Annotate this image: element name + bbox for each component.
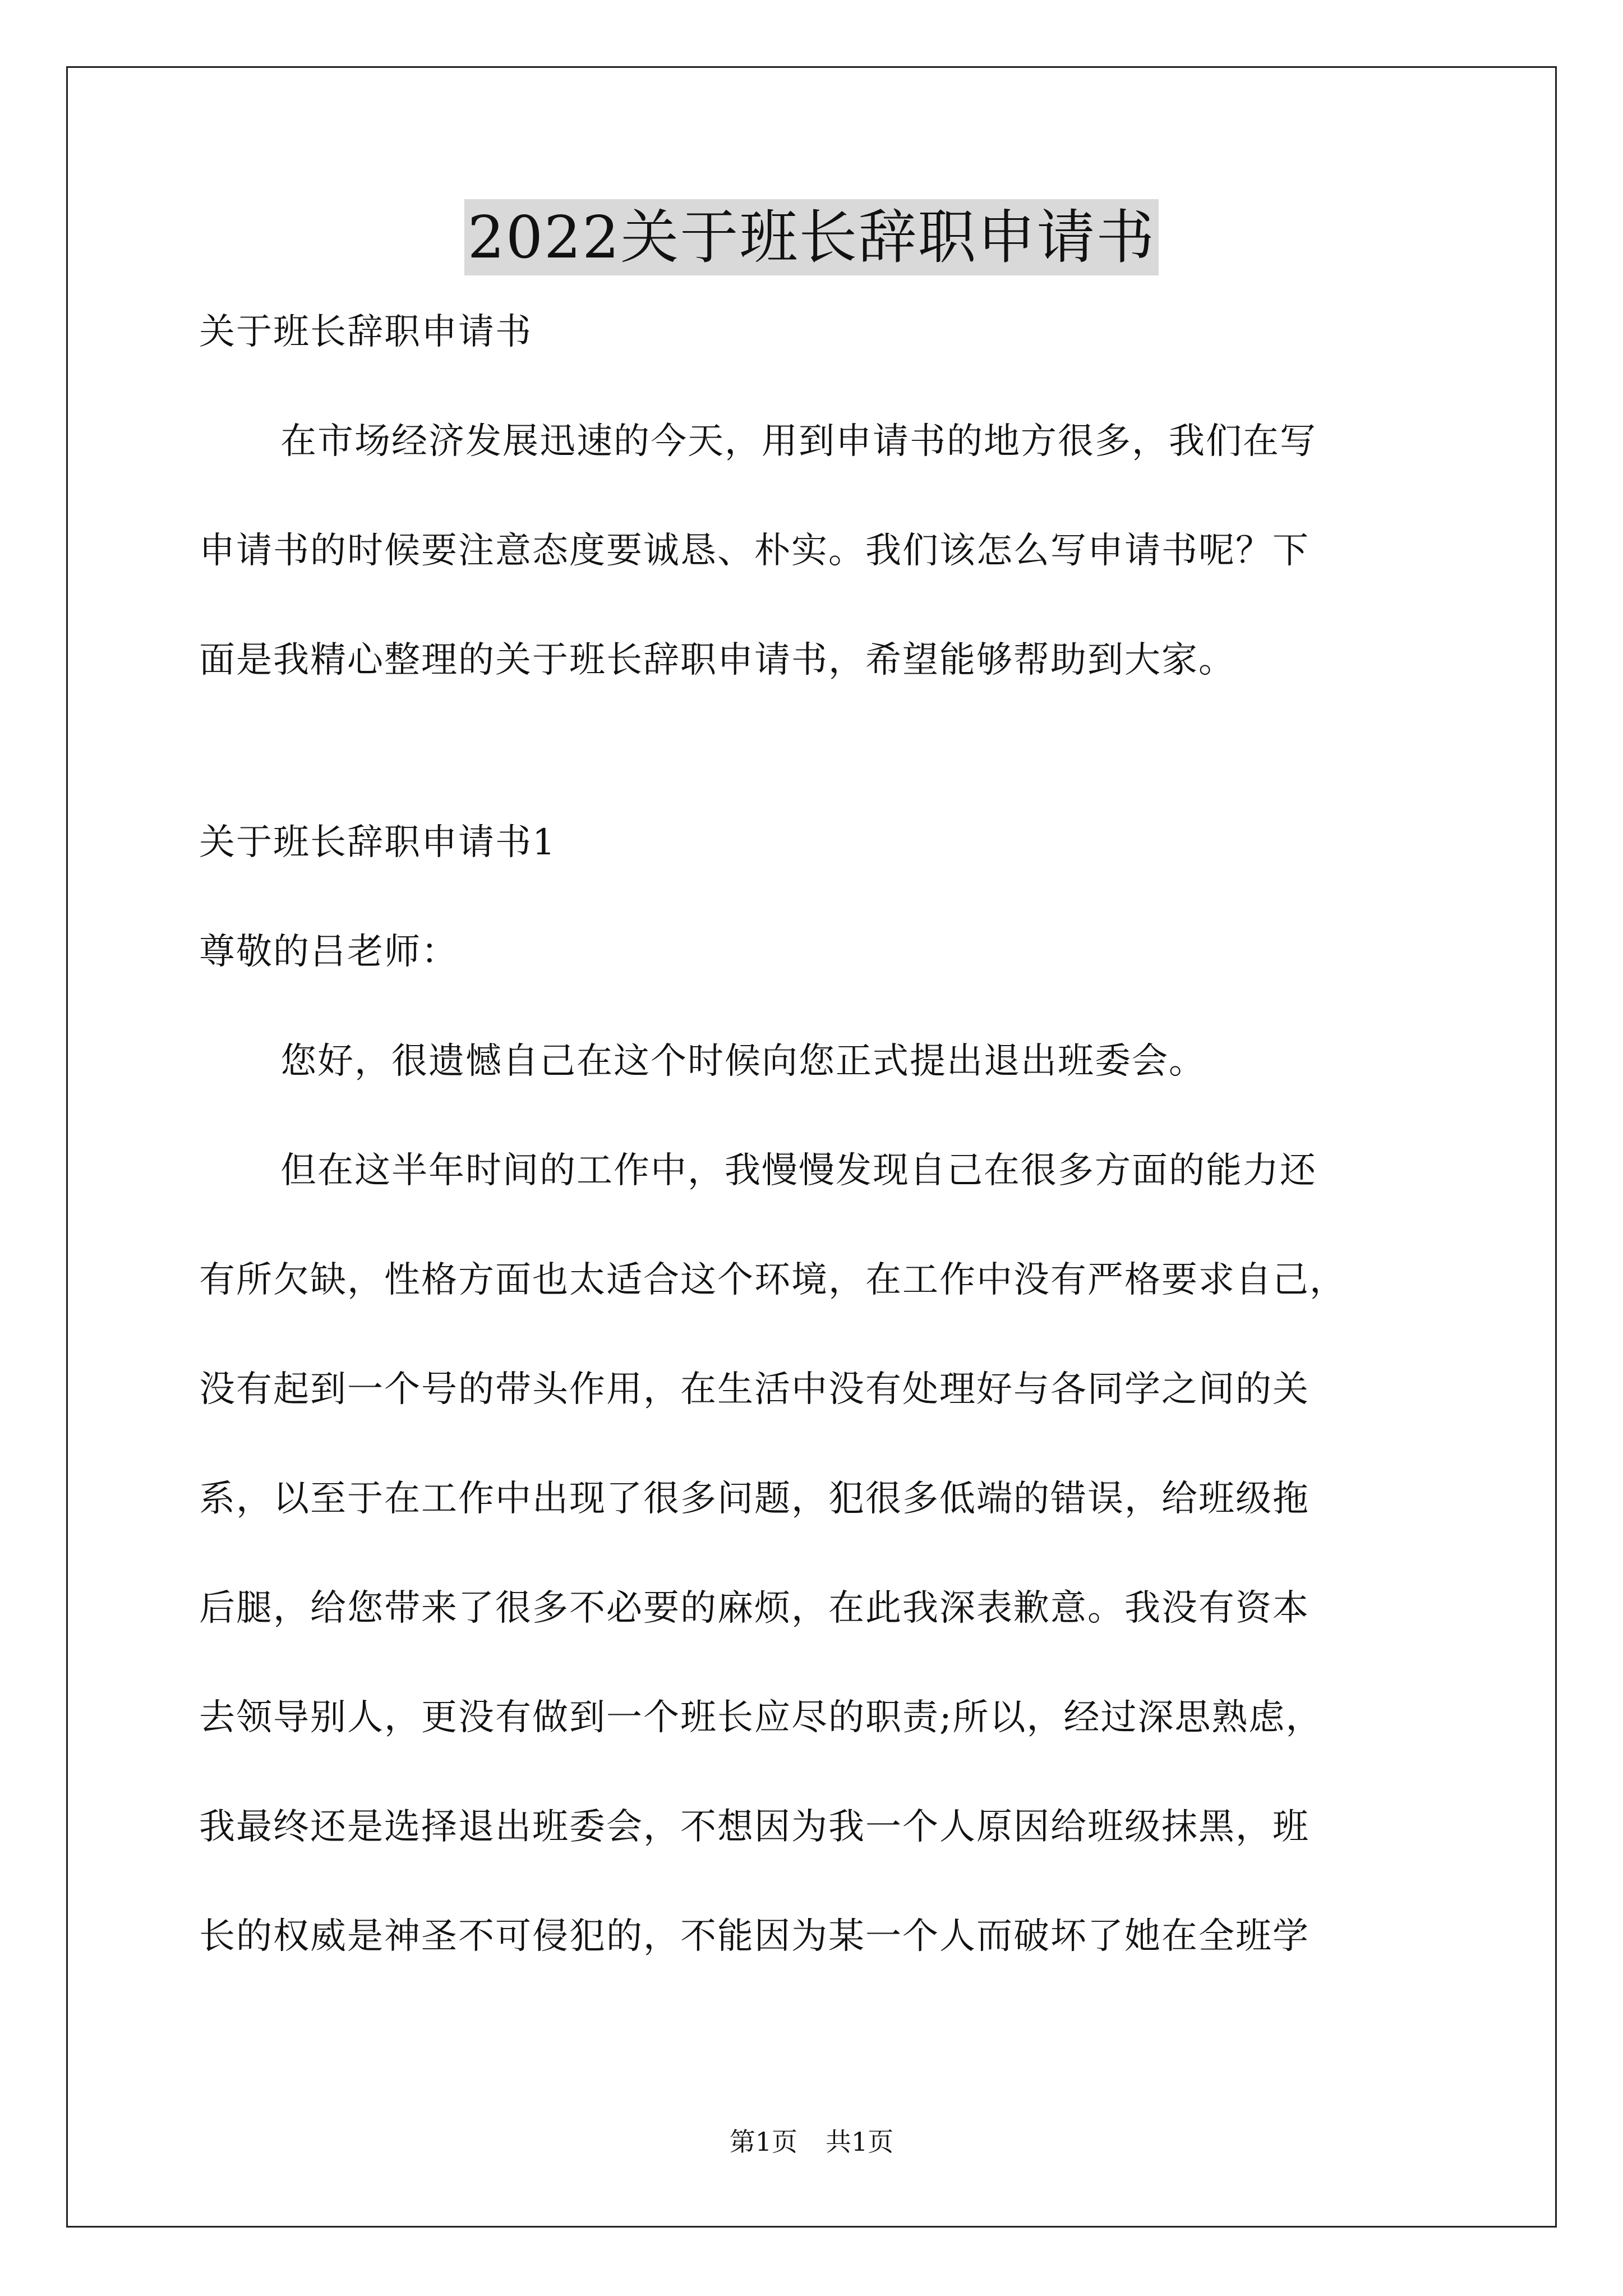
page-number-total: 共1页 xyxy=(826,2127,894,2157)
subheading: 关于班长辞职申请书 xyxy=(199,311,532,353)
paragraph-line: 在市场经济发展迅速的今天，用到申请书的地方很多，我们在写 xyxy=(280,421,1317,462)
salutation: 尊敬的吕老师： xyxy=(199,931,458,973)
page-footer xyxy=(0,2126,1623,2157)
document-title: 2022关于班长辞职申请书 xyxy=(464,199,1159,275)
page-number-current: 第1页 xyxy=(729,2127,797,2157)
paragraph-line: 面是我精心整理的关于班长辞职申请书，希望能够帮助到大家。 xyxy=(199,639,1235,681)
paragraph-line: 有所欠缺，性格方面也太适合这个环境，在工作中没有严格要求自己， xyxy=(199,1259,1347,1301)
paragraph-line: 去领导别人，更没有做到一个班长应尽的职责;所以，经过深思熟虑， xyxy=(199,1697,1323,1738)
spacer xyxy=(199,752,1433,825)
paragraph-line: 申请书的时候要注意态度要诚恳、朴实。我们该怎么写申请书呢？下 xyxy=(199,530,1310,572)
paragraph-line: 后腿，给您带来了很多不必要的麻烦，在此我深表歉意。我没有资本 xyxy=(199,1588,1310,1629)
paragraph-line: 长的权威是神圣不可侵犯的，不能因为某一个人而破坏了她在全班学 xyxy=(199,1916,1310,1957)
paragraph-line: 没有起到一个号的带头作用，在生活中没有处理好与各同学之间的关 xyxy=(199,1369,1310,1410)
title-container xyxy=(0,199,1623,275)
paragraph-line: 我最终还是选择退出班委会，不想因为我一个人原因给班级抹黑，班 xyxy=(199,1806,1310,1848)
paragraph-line: 您好，很遗憾自己在这个时候向您正式提出退出班委会。 xyxy=(280,1041,1206,1082)
document-body xyxy=(199,311,1433,2028)
section-heading: 关于班长辞职申请书1 xyxy=(199,822,556,863)
paragraph-line: 但在这半年时间的工作中，我慢慢发现自己在很多方面的能力还 xyxy=(280,1150,1317,1191)
paragraph-line: 系，以至于在工作中出现了很多问题，犯很多低端的错误，给班级拖 xyxy=(199,1478,1310,1520)
